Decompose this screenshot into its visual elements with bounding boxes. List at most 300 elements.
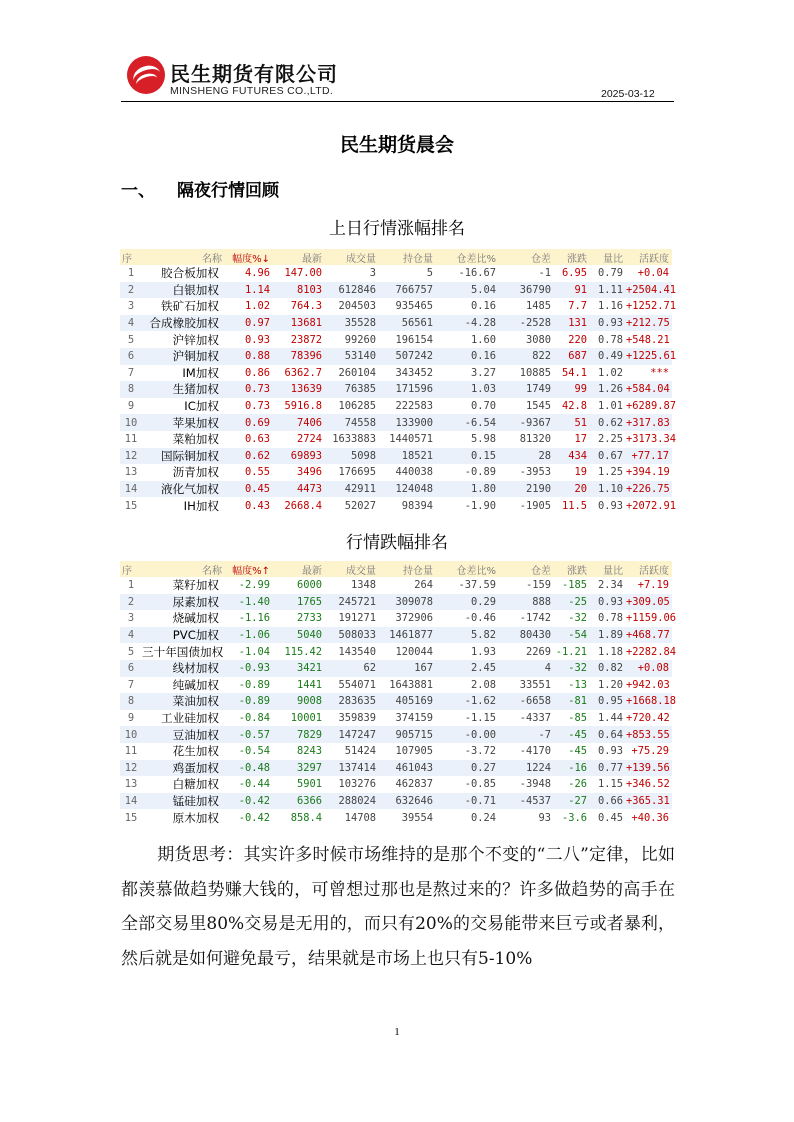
- table-cell: 0.73: [225, 381, 273, 398]
- table-cell: 15: [124, 811, 138, 824]
- table-cell: 6: [120, 348, 142, 365]
- table-cell: 766757: [379, 282, 436, 299]
- table-cell: 9: [127, 400, 135, 413]
- table-cell: 858.4: [290, 811, 322, 824]
- table-cell: 2190: [499, 481, 554, 498]
- losers-table: [120, 561, 677, 826]
- table-cell: 0.63: [244, 433, 270, 446]
- table-cell: -1.21: [555, 645, 587, 658]
- table-cell: +1159.06: [626, 612, 677, 625]
- table-cell: -9367: [499, 414, 554, 431]
- table-cell: +139.56: [626, 760, 672, 777]
- column-header: 涨跌: [554, 249, 590, 265]
- table-cell: 191271: [338, 612, 376, 625]
- table-cell: 4473: [273, 481, 325, 498]
- table-cell: 3297: [273, 760, 325, 777]
- table-row: [120, 265, 672, 282]
- table-cell: 6366: [273, 793, 325, 810]
- table-cell: 12: [120, 760, 142, 777]
- table-cell: 7.7: [568, 300, 587, 313]
- table-cell: 8: [120, 381, 142, 398]
- table-cell: 0.64: [590, 726, 626, 743]
- table-cell: 137414: [325, 760, 379, 777]
- table-cell: PVC加权: [142, 627, 225, 644]
- table-cell: 0.55: [244, 466, 270, 479]
- table-cell: 13: [124, 466, 138, 479]
- column-header: 仓差: [499, 249, 554, 265]
- column-header: 幅度%↑: [225, 561, 273, 577]
- table-cell: 1.18: [597, 645, 623, 658]
- table-row: [120, 398, 672, 415]
- table-cell: +6289.87: [626, 400, 677, 413]
- table-cell: 133900: [379, 414, 436, 431]
- table-cell: -1.15: [464, 712, 496, 725]
- column-header: 持仓量: [379, 561, 436, 577]
- table-cell: 62: [325, 660, 379, 677]
- table-row: [120, 282, 672, 299]
- table-cell: 0.93: [590, 315, 626, 332]
- table-cell: 3421: [273, 660, 325, 677]
- table-cell: -26: [568, 778, 587, 791]
- table-cell: 纯碱加权: [172, 677, 219, 692]
- table-cell: 1441: [296, 678, 322, 691]
- table-cell: 5916.8: [284, 400, 322, 413]
- table-cell: -6.54: [436, 414, 499, 431]
- table-cell: 167: [379, 660, 436, 677]
- table-cell: 11: [124, 745, 138, 758]
- table-cell: +365.31: [626, 793, 672, 810]
- table-cell: 2: [120, 594, 142, 611]
- table-cell: 1643881: [389, 678, 433, 691]
- column-header: 仓差: [499, 561, 554, 577]
- table-cell: 1.14: [225, 282, 273, 299]
- table-cell: 0.82: [590, 660, 626, 677]
- table-cell: 36790: [499, 282, 554, 299]
- table-cell: 764.3: [290, 300, 322, 313]
- table-row: [120, 448, 672, 465]
- table-cell: 935465: [395, 300, 433, 313]
- table-cell: 液化气加权: [142, 481, 225, 498]
- table-cell: -6658: [499, 693, 554, 710]
- table-row: [120, 497, 672, 514]
- table-cell: -32: [568, 612, 587, 625]
- column-header: 仓差比%: [436, 561, 499, 577]
- table-cell: 铁矿石加权: [161, 299, 219, 314]
- table-cell: 264: [414, 579, 433, 592]
- table-cell: 99260: [344, 333, 376, 346]
- table-cell: 69893: [273, 448, 325, 465]
- table-cell: 尿素加权: [142, 594, 225, 611]
- table-cell: 三十年国债加权: [142, 644, 224, 659]
- table-cell: 245721: [325, 594, 379, 611]
- table-cell: 103276: [338, 778, 376, 791]
- table-cell: -81: [554, 693, 590, 710]
- table-cell: 5098: [325, 448, 379, 465]
- table-cell: 507242: [379, 348, 436, 365]
- losers-table-title: 行情跌幅排名: [346, 533, 448, 553]
- table-cell: 632646: [379, 793, 436, 810]
- table-cell: 9: [127, 712, 135, 725]
- table-cell: 1.60: [470, 333, 496, 346]
- table-row: [120, 348, 672, 365]
- table-cell: 0.79: [597, 267, 623, 280]
- table-cell: 1765: [273, 594, 325, 611]
- table-cell: 0.97: [225, 315, 273, 332]
- table-cell: 锰硅加权: [142, 793, 225, 810]
- table-cell: 0.95: [590, 693, 626, 710]
- table-cell: 5: [127, 645, 135, 658]
- table-cell: 309078: [379, 594, 436, 611]
- table-cell: 10001: [290, 712, 322, 725]
- table-cell: 0.73: [244, 400, 270, 413]
- table-cell: 0.86: [244, 366, 270, 379]
- table-cell: +394.19: [626, 466, 670, 479]
- table-cell: 120044: [395, 645, 433, 658]
- table-cell: 菜籽加权: [172, 578, 219, 593]
- table-cell: 822: [499, 348, 554, 365]
- table-row: [120, 610, 672, 627]
- table-cell: 51: [554, 414, 590, 431]
- gainers-table-title: 上日行情涨幅排名: [329, 219, 465, 239]
- table-cell: -1742: [519, 612, 551, 625]
- table-cell: 3: [127, 612, 135, 625]
- table-cell: 10: [120, 726, 142, 743]
- table-cell: 1.26: [590, 381, 626, 398]
- table-cell: 0.15: [436, 448, 499, 465]
- table-cell: 3: [369, 267, 376, 280]
- table-cell: -1.40: [225, 594, 273, 611]
- table-cell: 13639: [273, 381, 325, 398]
- table-cell: 沥青加权: [172, 465, 219, 480]
- table-cell: -0.85: [464, 778, 496, 791]
- table-cell: 11: [124, 433, 138, 446]
- table-cell: 1485: [525, 300, 551, 313]
- table-cell: 91: [554, 282, 590, 299]
- table-cell: 2.08: [470, 678, 496, 691]
- table-cell: 12: [120, 448, 142, 465]
- table-cell: 1461877: [379, 627, 436, 644]
- table-cell: IM加权: [182, 365, 219, 380]
- table-cell: -0.84: [238, 712, 270, 725]
- column-header: 最新: [273, 249, 325, 265]
- table-cell: 0.62: [225, 448, 273, 465]
- table-cell: 74558: [325, 414, 379, 431]
- table-cell: 1.20: [597, 678, 623, 691]
- table-cell: IH加权: [183, 498, 219, 513]
- table-cell: 胶合板加权: [161, 266, 219, 281]
- table-cell: -16: [554, 760, 590, 777]
- table-row: [120, 809, 672, 826]
- table-cell: 0.93: [244, 333, 270, 346]
- table-cell: 42.8: [561, 400, 587, 413]
- table-cell: 1.03: [436, 381, 499, 398]
- table-cell: 0.66: [590, 793, 626, 810]
- table-cell: 8: [120, 693, 142, 710]
- table-cell: -0.44: [238, 778, 270, 791]
- column-header: 持仓量: [379, 249, 436, 265]
- table-cell: -4.28: [436, 315, 499, 332]
- table-cell: 7829: [273, 726, 325, 743]
- column-header: 量比: [590, 249, 626, 265]
- table-cell: 5: [426, 267, 433, 280]
- table-cell: 17: [574, 433, 587, 446]
- minsheng-logo-icon: [127, 56, 165, 94]
- table-cell: ***: [650, 366, 669, 379]
- table-cell: 沪铜加权: [142, 348, 225, 365]
- column-header: 仓差比%: [436, 249, 499, 265]
- table-cell: 23872: [290, 333, 322, 346]
- table-cell: 2733: [296, 612, 322, 625]
- table-cell: 0.49: [590, 348, 626, 365]
- table-cell: 147.00: [284, 267, 322, 280]
- table-cell: 5: [127, 333, 135, 346]
- commentary-text: 期货思考：其实许多时候市场维持的是那个不变的“二八”定律，比如都羡慕做趋势赚大钱的，可曾想过那也是熬过来的？许多做趋势的高手在全部交易里80%交易是无用的，而只有20%的交易能带来巨亏或者暴利，然后就是如何避免最亏，结果就是市场上也只有5-10%: [121, 845, 675, 969]
- table-cell: -4537: [499, 793, 554, 810]
- table-cell: 白银加权: [142, 282, 225, 299]
- header-divider: [121, 101, 674, 102]
- table-cell: 1.44: [597, 712, 623, 725]
- table-cell: 0.43: [244, 499, 270, 512]
- table-cell: 440038: [395, 466, 433, 479]
- table-cell: 76385: [325, 381, 379, 398]
- table-cell: +2072.91: [626, 499, 677, 512]
- table-cell: 1.93: [470, 645, 496, 658]
- table-cell: -32: [554, 660, 590, 677]
- report-date: 2025-03-12: [601, 88, 655, 100]
- section-title: 隔夜行情回顾: [177, 181, 279, 201]
- table-cell: 222583: [395, 400, 433, 413]
- table-cell: 6000: [296, 579, 322, 592]
- table-cell: 0.78: [597, 333, 623, 346]
- table-cell: -0.57: [225, 726, 273, 743]
- table-cell: 11.5: [561, 499, 587, 512]
- table-cell: 13: [124, 778, 138, 791]
- table-cell: 花生加权: [172, 744, 219, 759]
- table-cell: 菜粕加权: [172, 432, 219, 447]
- table-row: [120, 726, 672, 743]
- table-cell: 33551: [519, 678, 551, 691]
- table-cell: +548.21: [626, 333, 670, 346]
- table-cell: 6362.7: [284, 366, 322, 379]
- table-cell: 7406: [273, 414, 325, 431]
- table-cell: -54: [554, 627, 590, 644]
- table-cell: 9008: [273, 693, 325, 710]
- column-header: 序: [120, 561, 142, 577]
- table-cell: +75.29: [631, 745, 669, 758]
- table-cell: 434: [554, 448, 590, 465]
- table-row: [120, 710, 672, 727]
- table-cell: 工业硅加权: [161, 711, 219, 726]
- table-cell: -1: [538, 267, 551, 280]
- table-cell: 2.25: [597, 433, 623, 446]
- table-cell: -0.89: [238, 678, 270, 691]
- gainers-table: [120, 249, 677, 514]
- table-cell: 107905: [395, 745, 433, 758]
- table-cell: 53140: [325, 348, 379, 365]
- column-header: 成交量: [325, 249, 379, 265]
- table-cell: 1.11: [590, 282, 626, 299]
- table-cell: +2282.84: [626, 645, 677, 658]
- table-cell: 1633883: [332, 433, 376, 446]
- table-cell: -1.90: [464, 499, 496, 512]
- table-cell: 28: [499, 448, 554, 465]
- table-cell: -1905: [519, 499, 551, 512]
- table-cell: 7: [127, 366, 135, 379]
- table-cell: -0.54: [238, 745, 270, 758]
- table-cell: +1668.18: [626, 693, 672, 710]
- table-cell: 39554: [401, 811, 433, 824]
- table-row: [120, 298, 672, 315]
- table-cell: +309.05: [626, 594, 672, 611]
- table-row: [120, 776, 672, 793]
- table-cell: 5.04: [436, 282, 499, 299]
- table-cell: 0.93: [597, 745, 623, 758]
- table-row: [120, 627, 672, 644]
- table-cell: 0.45: [225, 481, 273, 498]
- table-cell: 14: [120, 793, 142, 810]
- table-cell: 0.78: [597, 612, 623, 625]
- table-cell: 0.29: [436, 594, 499, 611]
- table-cell: 20: [554, 481, 590, 498]
- table-cell: 35528: [325, 315, 379, 332]
- table-cell: 原木加权: [172, 810, 219, 825]
- table-cell: -0.00: [436, 726, 499, 743]
- table-cell: 374159: [395, 712, 433, 725]
- table-cell: 0.88: [225, 348, 273, 365]
- table-cell: 1749: [499, 381, 554, 398]
- table-cell: 豆油加权: [142, 726, 225, 743]
- table-cell: -0.48: [225, 760, 273, 777]
- table-cell: 3496: [296, 466, 322, 479]
- table-cell: 405169: [379, 693, 436, 710]
- table-cell: 白糖加权: [172, 777, 219, 792]
- table-row: [120, 577, 672, 594]
- table-cell: +584.04: [626, 381, 672, 398]
- table-cell: 56561: [379, 315, 436, 332]
- table-cell: 4.96: [244, 267, 270, 280]
- table-cell: -45: [568, 745, 587, 758]
- table-cell: +7.19: [637, 579, 669, 592]
- table-row: [120, 464, 672, 481]
- document-title: 民生期货晨会: [339, 134, 454, 156]
- table-cell: 2269: [525, 645, 551, 658]
- table-cell: 1.89: [590, 627, 626, 644]
- table-cell: 1: [127, 267, 135, 280]
- table-cell: 0.70: [470, 400, 496, 413]
- table-cell: 5.98: [470, 433, 496, 446]
- table-cell: -7: [499, 726, 554, 743]
- column-header: 幅度%↓: [225, 249, 273, 265]
- table-cell: 52027: [344, 499, 376, 512]
- table-cell: 1.80: [436, 481, 499, 498]
- column-header: 最新: [273, 561, 325, 577]
- table-cell: 苹果加权: [142, 414, 225, 431]
- table-cell: +1252.71: [626, 300, 677, 313]
- table-cell: 462837: [395, 778, 433, 791]
- table-cell: +346.52: [626, 778, 670, 791]
- table-row: [120, 414, 672, 431]
- table-cell: +317.83: [626, 414, 672, 431]
- table-cell: -0.46: [464, 612, 496, 625]
- table-cell: 359839: [338, 712, 376, 725]
- table-cell: 1.01: [597, 400, 623, 413]
- column-header: 活跃度: [626, 249, 672, 265]
- table-cell: 106285: [338, 400, 376, 413]
- table-cell: 99: [554, 381, 590, 398]
- table-cell: 2: [120, 282, 142, 299]
- table-cell: 0.16: [470, 300, 496, 313]
- table-row: [120, 677, 672, 694]
- column-header: 成交量: [325, 561, 379, 577]
- table-cell: 0.77: [590, 760, 626, 777]
- table-cell: 14708: [344, 811, 376, 824]
- table-cell: 6: [120, 660, 142, 677]
- table-cell: +3173.34: [626, 433, 677, 446]
- table-cell: 0.93: [590, 594, 626, 611]
- table-cell: 7: [127, 678, 135, 691]
- table-cell: -1.62: [436, 693, 499, 710]
- table-cell: -37.59: [458, 579, 496, 592]
- table-cell: 0.67: [590, 448, 626, 465]
- table-cell: -0.42: [225, 793, 273, 810]
- table-cell: -4337: [519, 712, 551, 725]
- table-cell: 0.16: [436, 348, 499, 365]
- table-cell: 1.02: [244, 300, 270, 313]
- table-cell: 1.10: [590, 481, 626, 498]
- table-cell: -4170: [519, 745, 551, 758]
- table-row: [120, 431, 672, 448]
- table-cell: 1.15: [597, 778, 623, 791]
- table-cell: +226.75: [626, 481, 672, 498]
- table-cell: 115.42: [284, 645, 322, 658]
- table-cell: 18521: [379, 448, 436, 465]
- table-cell: 3: [127, 300, 135, 313]
- table-cell: 10885: [519, 366, 551, 379]
- table-cell: 1440571: [389, 433, 433, 446]
- table-cell: -0.42: [238, 811, 270, 824]
- table-row: [120, 381, 672, 398]
- table-cell: 143540: [338, 645, 376, 658]
- column-header: 量比: [590, 561, 626, 577]
- table-cell: 2724: [296, 433, 322, 446]
- table-cell: 线材加权: [142, 660, 225, 677]
- table-row: [120, 743, 672, 760]
- table-cell: +2504.41: [626, 282, 672, 299]
- table-cell: 5901: [296, 778, 322, 791]
- table-cell: 78396: [273, 348, 325, 365]
- table-cell: 171596: [379, 381, 436, 398]
- table-cell: 生猪加权: [142, 381, 225, 398]
- table-cell: 8103: [273, 282, 325, 299]
- table-cell: 0.27: [436, 760, 499, 777]
- table-cell: -0.71: [436, 793, 499, 810]
- table-cell: -3948: [519, 778, 551, 791]
- table-cell: 147247: [325, 726, 379, 743]
- table-cell: -0.93: [225, 660, 273, 677]
- table-cell: 0.69: [225, 414, 273, 431]
- table-cell: 220: [568, 333, 587, 346]
- table-cell: 8243: [296, 745, 322, 758]
- table-cell: -2.99: [238, 579, 270, 592]
- table-row: [120, 793, 672, 810]
- table-cell: 14: [120, 481, 142, 498]
- table-row: [120, 643, 672, 660]
- column-header: 涨跌: [554, 561, 590, 577]
- table-row: [120, 693, 672, 710]
- section-heading: [121, 176, 279, 201]
- section-number: 一、: [121, 181, 155, 201]
- table-cell: 80430: [499, 627, 554, 644]
